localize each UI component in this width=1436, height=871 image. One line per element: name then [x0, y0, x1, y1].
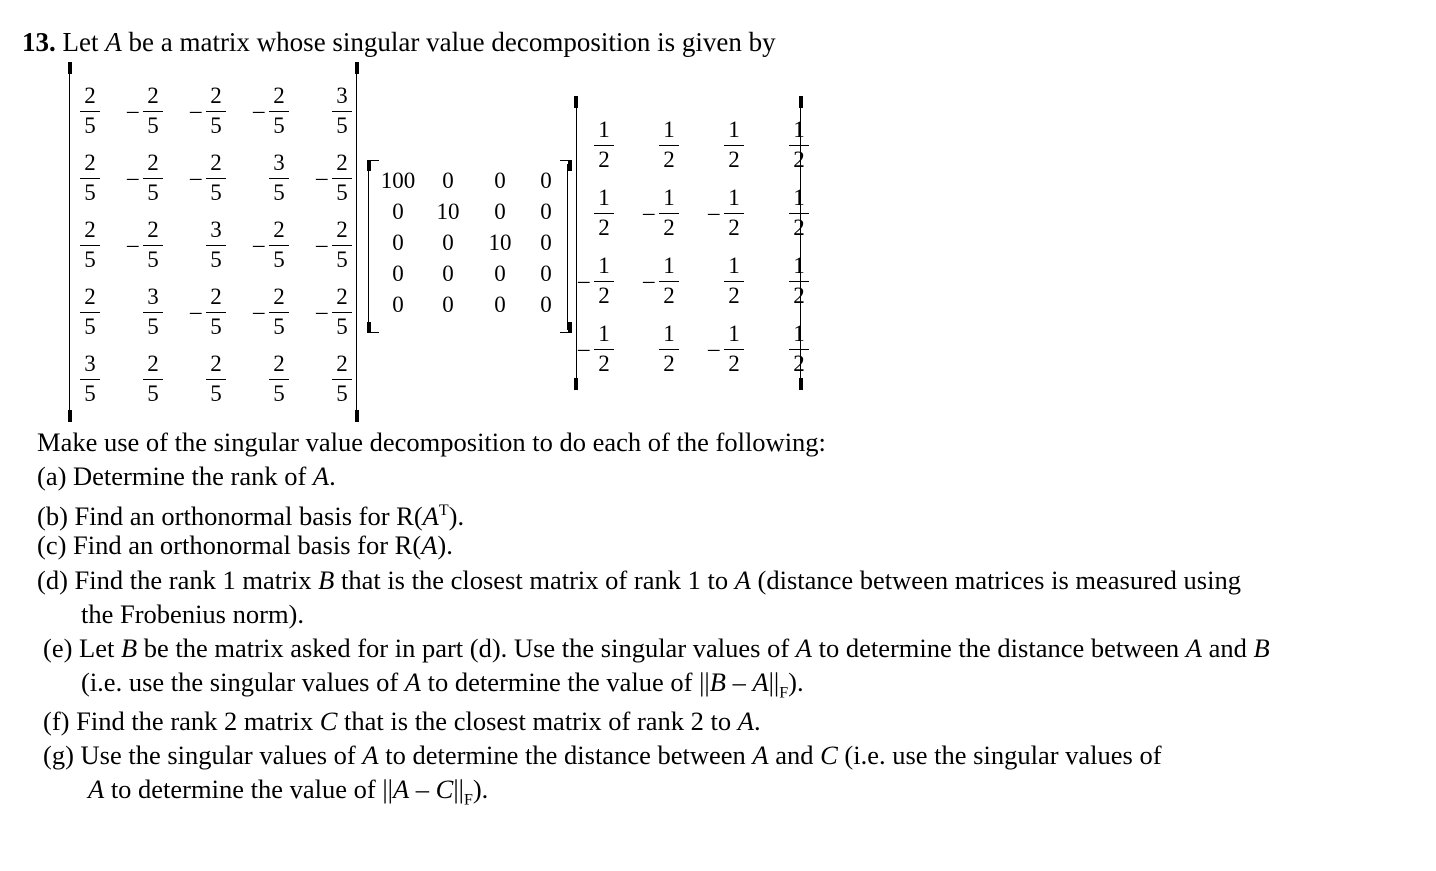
- matrix-u-numerator: 2: [336, 217, 348, 242]
- matrix-vt-denominator: 2: [663, 147, 675, 172]
- matrix-u-left-bracket-top: [68, 62, 76, 74]
- matrix-u-left-bracket: [69, 68, 70, 418]
- matrix-sigma-entry: 0: [540, 230, 552, 255]
- matrix-sigma-entry: 0: [392, 292, 404, 317]
- matrix-sigma-entry: 0: [392, 261, 404, 286]
- matrix-u-denominator: 5: [84, 381, 96, 406]
- matrix-u-denominator: 5: [147, 247, 159, 272]
- matrix-u-numerator: 2: [210, 351, 222, 376]
- matrix-vt-entry: [787, 322, 811, 376]
- matrix-u-numerator: 2: [84, 83, 96, 108]
- matrix-sigma-entry: 0: [442, 292, 454, 317]
- matrix-vt-denominator: 2: [728, 147, 740, 172]
- matrix-u-numerator: 2: [147, 217, 159, 242]
- matrix-u-denominator: 5: [147, 180, 159, 205]
- matrix-u-minus-sign: –: [127, 165, 139, 190]
- matrix-u-fraction-bar: [269, 111, 289, 112]
- matrix-u-numerator: 2: [210, 83, 222, 108]
- matrix-sigma-entry: 0: [540, 199, 552, 224]
- matrix-u-minus-sign: –: [253, 232, 265, 257]
- part-a: (a) Determine the rank of A.: [37, 461, 336, 491]
- matrix-sigma: [366, 158, 576, 334]
- matrix-u-entry: [204, 352, 228, 406]
- matrix-vt-numerator: 1: [728, 321, 740, 346]
- matrix-vt-fraction-bar: [659, 213, 679, 214]
- matrix-vt-fraction-bar: [724, 213, 744, 214]
- matrix-vt-numerator: 1: [663, 253, 675, 278]
- matrix-u-denominator: 5: [210, 247, 222, 272]
- matrix-u-entry: [141, 352, 165, 406]
- matrix-vt-entry: [592, 118, 616, 172]
- matrix-u-entry: [330, 352, 354, 406]
- matrix-vt-fraction-bar: [789, 349, 809, 350]
- matrix-u-numerator: 2: [210, 150, 222, 175]
- matrix-u-denominator: 5: [210, 381, 222, 406]
- matrix-vt-numerator: 1: [663, 117, 675, 142]
- matrix-vt-entry: [787, 254, 811, 308]
- matrix-vt-denominator: 2: [598, 351, 610, 376]
- matrix-u-entry: [141, 84, 165, 138]
- matrix-vt-numerator: 1: [598, 185, 610, 210]
- matrix-u-numerator: 2: [273, 351, 285, 376]
- matrix-u-denominator: 5: [147, 381, 159, 406]
- matrix-vt-fraction-bar: [594, 213, 614, 214]
- matrix-u-entry: [204, 151, 228, 205]
- matrix-sigma-entry: 0: [494, 292, 506, 317]
- matrix-vt-denominator: 2: [663, 215, 675, 240]
- matrix-sigma-left-bracket: [368, 164, 375, 330]
- matrix-vt-denominator: 2: [598, 283, 610, 308]
- matrix-vt-fraction-bar: [789, 145, 809, 146]
- matrix-u-denominator: 5: [336, 381, 348, 406]
- matrix-u-numerator: 2: [273, 217, 285, 242]
- matrix-u-denominator: 5: [273, 314, 285, 339]
- matrix-vt-fraction-bar: [594, 281, 614, 282]
- part-c: (c) Find an orthonormal basis for R(A).: [37, 530, 453, 560]
- problem-number: 13.: [22, 27, 56, 57]
- matrix-u-fraction-bar: [269, 178, 289, 179]
- matrix-u-fraction-bar: [269, 245, 289, 246]
- matrix-u-entry: [78, 151, 102, 205]
- matrix-u-fraction-bar: [206, 111, 226, 112]
- problem-title: 13. Let A be a matrix whose singular value decomposition is given by: [22, 27, 776, 57]
- matrix-u: [66, 62, 366, 422]
- matrix-sigma-entry: 0: [540, 168, 552, 193]
- matrix-u-entry: [141, 151, 165, 205]
- matrix-vt-denominator: 2: [663, 283, 675, 308]
- matrix-vt-fraction-bar: [594, 349, 614, 350]
- matrix-u-entry: [204, 84, 228, 138]
- matrix-u-minus-sign: –: [253, 299, 265, 324]
- matrix-vt-denominator: 2: [728, 215, 740, 240]
- matrix-u-entry: [78, 218, 102, 272]
- matrix-vt-minus-sign: –: [578, 268, 590, 293]
- matrix-u-entry: [267, 84, 291, 138]
- matrix-sigma-entry: 10: [436, 199, 460, 224]
- matrix-vt-denominator: 2: [598, 147, 610, 172]
- matrix-vt-minus-sign: –: [578, 336, 590, 361]
- matrix-vt-denominator: 2: [728, 351, 740, 376]
- matrix-u-fraction-bar: [80, 245, 100, 246]
- matrix-u-entry: [204, 218, 228, 272]
- matrix-u-numerator: 2: [273, 83, 285, 108]
- matrix-u-entry: [78, 285, 102, 339]
- matrix-vt-numerator: 1: [728, 185, 740, 210]
- matrix-u-fraction-bar: [80, 111, 100, 112]
- matrix-u-numerator: 2: [336, 351, 348, 376]
- matrix-vt-numerator: 1: [793, 321, 805, 346]
- matrix-u-fraction-bar: [332, 178, 352, 179]
- matrix-vt-entry: [592, 254, 616, 308]
- matrix-vt-minus-sign: –: [708, 200, 720, 225]
- matrix-u-minus-sign: –: [190, 299, 202, 324]
- matrix-u-denominator: 5: [273, 180, 285, 205]
- matrix-u-fraction-bar: [143, 178, 163, 179]
- matrix-vt-entry: [592, 186, 616, 240]
- part-d-line1: (d) Find the rank 1 matrix B that is the closest matrix of rank 1 to A (distance between matrices is measured using: [37, 565, 1241, 595]
- matrix-u-entry: [330, 218, 354, 272]
- matrix-vt-denominator: 2: [728, 283, 740, 308]
- matrix-u-entry: [78, 84, 102, 138]
- matrix-vt-entry: [787, 118, 811, 172]
- matrix-u-entry: [141, 218, 165, 272]
- matrix-sigma-entry: 100: [380, 168, 416, 193]
- matrix-sigma-entry: 0: [442, 261, 454, 286]
- matrix-vt-entry: [722, 118, 746, 172]
- part-e-line2: (i.e. use the singular values of A to determine the value of $||B - A||_F$).: [81, 667, 804, 702]
- matrix-u-fraction-bar: [206, 178, 226, 179]
- matrix-sigma-entry: 10: [488, 230, 512, 255]
- matrix-vt-minus-sign: –: [643, 268, 655, 293]
- matrix-vt-minus-sign: –: [643, 200, 655, 225]
- matrix-u-fraction-bar: [269, 312, 289, 313]
- matrix-vt-denominator: 2: [598, 215, 610, 240]
- matrix-vt-numerator: 1: [728, 253, 740, 278]
- matrix-vt-numerator: 1: [598, 117, 610, 142]
- matrix-u-numerator: 2: [273, 284, 285, 309]
- matrix-sigma-entry: 0: [392, 199, 404, 224]
- matrix-vt-numerator: 1: [728, 117, 740, 142]
- matrix-u-denominator: 5: [147, 314, 159, 339]
- matrix-vt-entry: [722, 186, 746, 240]
- matrix-sigma-entry: 0: [392, 230, 404, 255]
- matrix-vt-entry: [657, 186, 681, 240]
- matrix-u-numerator: 2: [84, 284, 96, 309]
- matrix-u-fraction-bar: [206, 312, 226, 313]
- matrix-u-denominator: 5: [147, 113, 159, 138]
- matrix-sigma-entry: 0: [494, 261, 506, 286]
- part-g-line1: (g) Use the singular values of A to determine the distance between A and C (i.e. use the singular values of: [43, 740, 1162, 770]
- matrix-u-denominator: 5: [84, 113, 96, 138]
- matrix-u-fraction-bar: [332, 111, 352, 112]
- matrix-u-numerator: 3: [210, 217, 222, 242]
- matrix-u-right-bracket: [356, 68, 357, 418]
- matrix-u-fraction-bar: [80, 312, 100, 313]
- matrix-vt-fraction-bar: [594, 145, 614, 146]
- matrix-u-entry: [141, 285, 165, 339]
- matrix-u-entry: [330, 285, 354, 339]
- matrix-vt-numerator: 1: [663, 321, 675, 346]
- matrix-u-fraction-bar: [80, 379, 100, 380]
- matrix-u-right-bracket-bottom: [355, 410, 363, 422]
- matrix-sigma-entry: 0: [494, 199, 506, 224]
- matrix-u-fraction-bar: [332, 379, 352, 380]
- matrix-u-denominator: 5: [210, 314, 222, 339]
- matrix-u-minus-sign: –: [190, 98, 202, 123]
- matrix-u-fraction-bar: [143, 111, 163, 112]
- matrix-vt: [572, 96, 808, 392]
- matrix-u-entry: [267, 151, 291, 205]
- matrix-u-numerator: 2: [147, 351, 159, 376]
- matrix-u-left-bracket-bottom: [68, 410, 76, 422]
- matrix-u-right-bracket-top: [355, 62, 363, 74]
- matrix-u-denominator: 5: [84, 180, 96, 205]
- matrix-sigma-entry: 0: [442, 168, 454, 193]
- matrix-u-denominator: 5: [336, 314, 348, 339]
- matrix-vt-fraction-bar: [659, 349, 679, 350]
- matrix-u-numerator: 2: [210, 284, 222, 309]
- matrix-u-numerator: 3: [336, 83, 348, 108]
- matrix-vt-numerator: 1: [793, 117, 805, 142]
- matrix-u-entry: [78, 352, 102, 406]
- matrix-vt-denominator: 2: [793, 351, 805, 376]
- matrix-vt-numerator: 1: [793, 185, 805, 210]
- matrix-vt-numerator: 1: [598, 321, 610, 346]
- matrix-sigma-entry: 0: [540, 292, 552, 317]
- matrix-u-fraction-bar: [332, 245, 352, 246]
- matrix-vt-denominator: 2: [793, 147, 805, 172]
- matrix-vt-left-bracket: [576, 102, 577, 388]
- matrix-u-denominator: 5: [273, 247, 285, 272]
- part-e-line1: (e) Let B be the matrix asked for in part (d). Use the singular values of A to determine the distance between A and B: [43, 633, 1270, 663]
- matrix-sigma-entry: 0: [442, 230, 454, 255]
- matrix-vt-fraction-bar: [659, 281, 679, 282]
- part-f: (f) Find the rank 2 matrix C that is the closest matrix of rank 2 to A.: [43, 706, 761, 736]
- matrix-u-minus-sign: –: [127, 232, 139, 257]
- matrix-u-fraction-bar: [143, 379, 163, 380]
- matrix-u-entry: [267, 218, 291, 272]
- matrix-vt-numerator: 1: [793, 253, 805, 278]
- matrix-sigma-entry: 0: [540, 261, 552, 286]
- matrix-u-minus-sign: –: [253, 98, 265, 123]
- matrix-u-denominator: 5: [336, 247, 348, 272]
- part-d-line2: the Frobenius norm).: [81, 599, 305, 629]
- matrix-vt-numerator: 1: [598, 253, 610, 278]
- matrix-u-denominator: 5: [273, 381, 285, 406]
- matrix-u-numerator: 2: [336, 150, 348, 175]
- matrix-vt-entry: [657, 322, 681, 376]
- matrix-u-denominator: 5: [210, 113, 222, 138]
- matrix-u-fraction-bar: [206, 245, 226, 246]
- matrix-u-minus-sign: –: [190, 165, 202, 190]
- matrix-u-fraction-bar: [80, 178, 100, 179]
- matrix-u-denominator: 5: [336, 113, 348, 138]
- matrix-vt-minus-sign: –: [708, 336, 720, 361]
- matrix-u-numerator: 3: [84, 351, 96, 376]
- matrix-vt-entry: [787, 186, 811, 240]
- matrix-sigma-entry: 0: [494, 168, 506, 193]
- matrix-u-denominator: 5: [84, 247, 96, 272]
- matrix-vt-fraction-bar: [789, 281, 809, 282]
- matrix-vt-entry: [657, 254, 681, 308]
- matrix-vt-fraction-bar: [659, 145, 679, 146]
- matrix-vt-fraction-bar: [724, 281, 744, 282]
- matrix-vt-entry: [722, 322, 746, 376]
- matrix-u-numerator: 2: [84, 217, 96, 242]
- matrix-u-fraction-bar: [332, 312, 352, 313]
- matrix-vt-entry: [722, 254, 746, 308]
- matrix-u-fraction-bar: [206, 379, 226, 380]
- matrix-vt-fraction-bar: [789, 213, 809, 214]
- matrix-u-numerator: 2: [147, 83, 159, 108]
- matrix-u-entry: [330, 151, 354, 205]
- matrix-u-entry: [204, 285, 228, 339]
- matrix-vt-entry: [657, 118, 681, 172]
- matrix-u-numerator: 3: [147, 284, 159, 309]
- matrix-u-numerator: 3: [273, 150, 285, 175]
- matrix-vt-entry: [592, 322, 616, 376]
- matrix-u-entry: [330, 84, 354, 138]
- matrix-u-minus-sign: –: [316, 165, 328, 190]
- matrix-vt-numerator: 1: [663, 185, 675, 210]
- part-g-line2: A to determine the value of $||A - C||_F$).: [88, 774, 489, 809]
- matrix-vt-fraction-bar: [724, 145, 744, 146]
- matrix-vt-denominator: 2: [663, 351, 675, 376]
- matrix-u-numerator: 2: [147, 150, 159, 175]
- instructions-intro: Make use of the singular value decomposition to do each of the following:: [37, 427, 826, 457]
- part-b: (b) Find an orthonormal basis for $R(A^T)$.: [37, 500, 465, 531]
- matrix-u-entry: [267, 352, 291, 406]
- matrix-u-fraction-bar: [269, 379, 289, 380]
- matrix-vt-fraction-bar: [724, 349, 744, 350]
- matrix-u-minus-sign: –: [127, 98, 139, 123]
- matrix-u-denominator: 5: [336, 180, 348, 205]
- matrix-u-denominator: 5: [84, 314, 96, 339]
- matrix-u-numerator: 2: [336, 284, 348, 309]
- matrix-u-numerator: 2: [84, 150, 96, 175]
- matrix-u-minus-sign: –: [316, 232, 328, 257]
- matrix-u-denominator: 5: [273, 113, 285, 138]
- matrix-u-minus-sign: –: [316, 299, 328, 324]
- matrix-u-fraction-bar: [143, 245, 163, 246]
- matrix-u-denominator: 5: [210, 180, 222, 205]
- matrix-u-entry: [267, 285, 291, 339]
- matrix-vt-denominator: 2: [793, 215, 805, 240]
- matrix-u-fraction-bar: [143, 312, 163, 313]
- matrix-vt-denominator: 2: [793, 283, 805, 308]
